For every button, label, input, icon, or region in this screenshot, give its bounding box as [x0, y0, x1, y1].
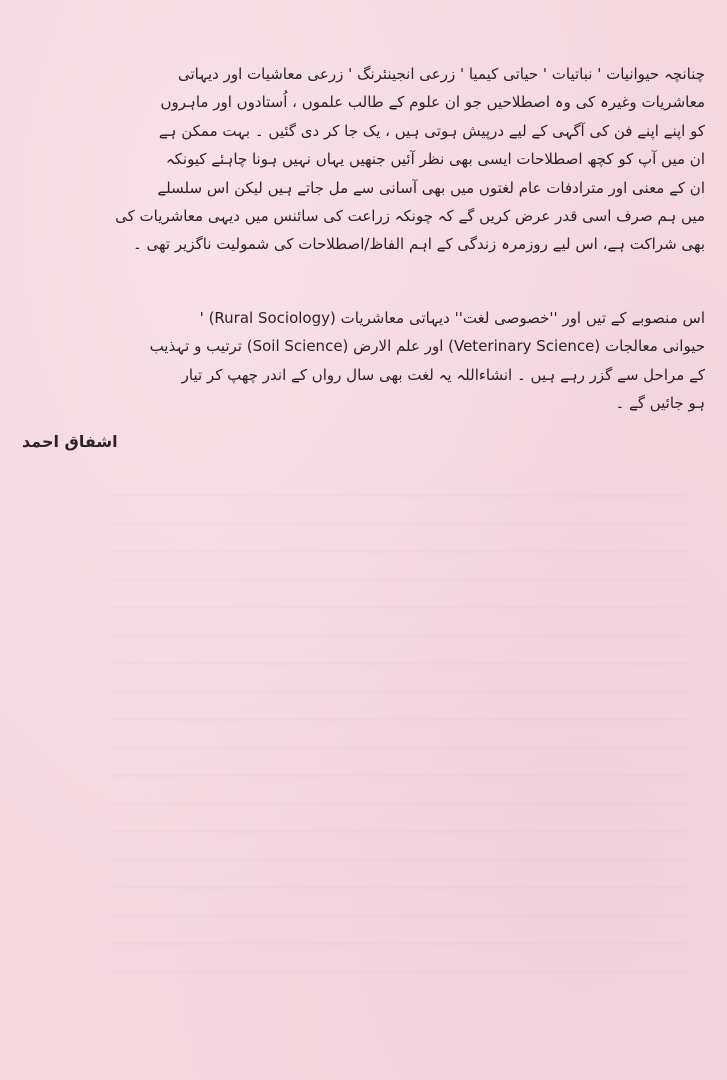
paragraph-2 — [18, 304, 705, 418]
text-line: ان میں آپ کو کچھ اصطلاحات ایسی بھی نظر آئیں جنھیں یہاں نہیں ہونا چاہئے کیونکہ — [165, 150, 705, 169]
text-line: میں ہم صرف اسی قدر عرض کریں گے کہ چونکہ زراعت کی سائنس میں دیہی معاشریات کی — [115, 207, 705, 226]
paragraph-1 — [18, 60, 705, 259]
text-line: معاشریات وغیرہ کی وہ اصطلاحیں جو ان علوم کے طالب علموں ، اُستادوں اور ماہروں — [160, 93, 705, 112]
author-signature — [22, 432, 123, 451]
text-line: ہو جائیں گے ۔ — [615, 394, 705, 413]
text-line: حیوانی معالجات (Veterinary Science) اور علم الارض (Soil Science) ترتیب و تہذیب — [149, 337, 705, 356]
author-name: اشفاق احمد — [22, 432, 118, 451]
text-line: چنانچہ حیوانیات ' نباتیات ' حیاتی کیمیا ' زرعی انجینئرنگ ' زرعی معاشیات اور دیہاتی — [177, 65, 705, 83]
text-line: اس منصوبے کے تیں اور ''خصوصی لغت'' دیہاتی معاشریات (Rural Sociology) ' — [199, 309, 705, 327]
text-line: کو اپنے اپنے فن کی آگہی کے لیے درپیش ہوتی ہیں ، یک جا کر دی گئیں ۔ بہت ممکن ہے — [158, 121, 705, 140]
text-line: بھی شراکت ہے، اس لیے روزمرہ زندگی کے اہم الفاظ/اصطلاحات کی شمولیت ناگزیر تھی ۔ — [132, 235, 705, 254]
text-line: ان کے معنی اور مترادفات عام لغتوں میں بھی آسانی سے مل جاتے ہیں لیکن اس سلسلے — [157, 178, 705, 197]
text-line: کے مراحل سے گزر رہے ہیں ۔ انشاءاللہ یہ لغت بھی سال رواں کے اندر چھپ کر تیار — [181, 365, 705, 384]
bleed-through-background — [110, 470, 687, 990]
